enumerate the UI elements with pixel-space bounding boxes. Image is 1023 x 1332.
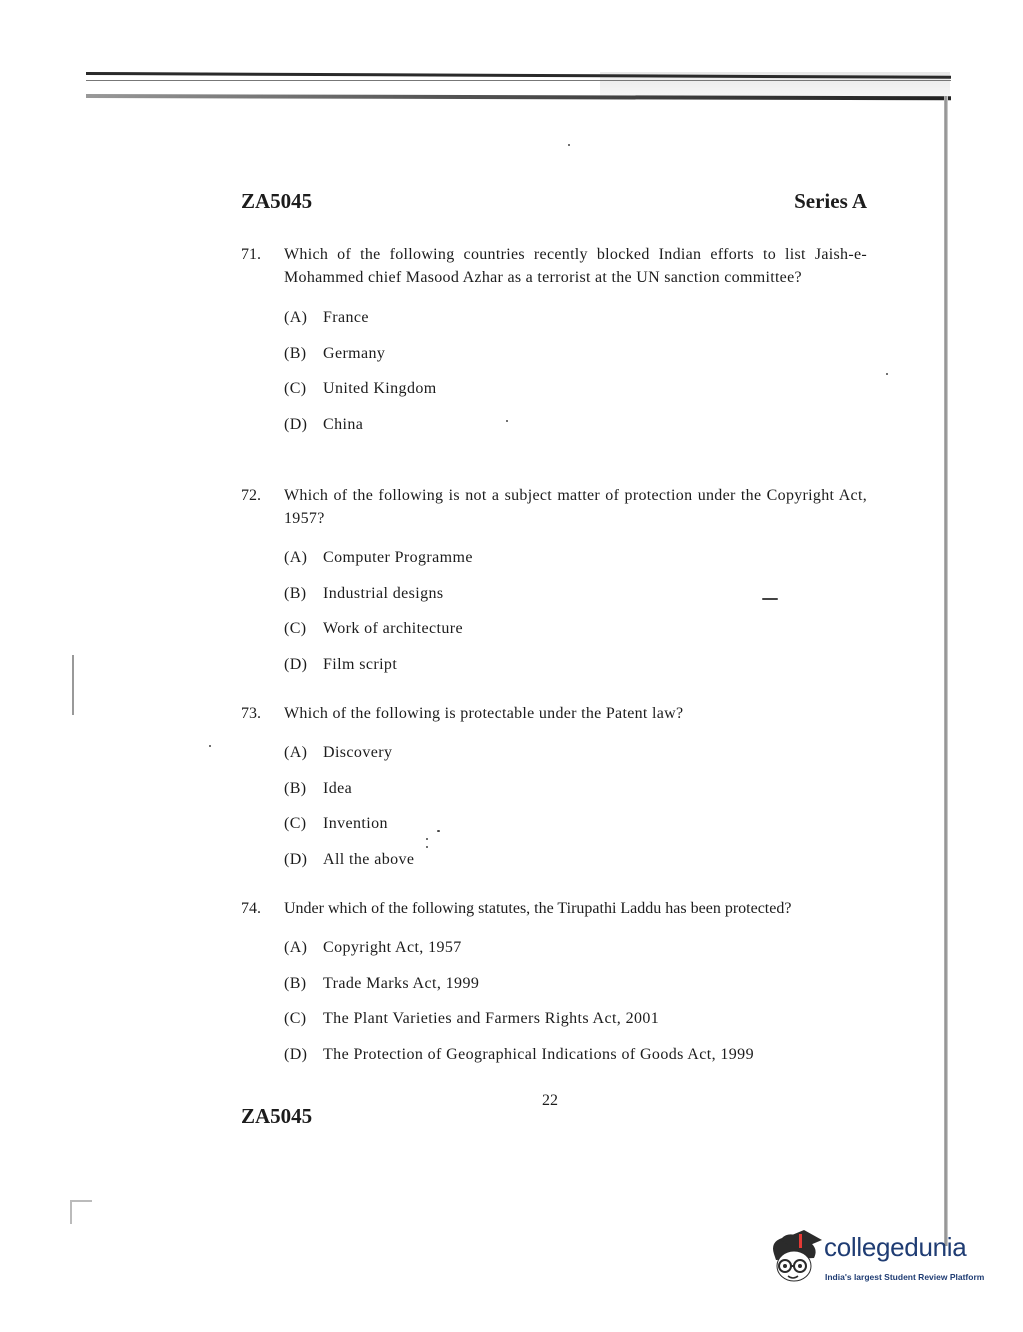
option-text: All the above: [323, 850, 415, 868]
option-letter: (A): [284, 939, 308, 956]
option-a: [284, 306, 867, 329]
series-label: Series A: [794, 189, 867, 213]
option-c: [284, 812, 867, 835]
option-text: Copyright Act, 1957: [323, 939, 462, 956]
option-text: Computer Programme: [323, 549, 473, 566]
question-71: [241, 243, 867, 448]
option-text: Work of architecture: [323, 620, 463, 638]
question-text: Which of the following countries recently blocked Indian efforts to list Jaish-e-Mohammed chief Masood Azhar as a terrorist at the UN sanction committee?: [284, 246, 867, 286]
option-text: Invention: [323, 815, 388, 833]
option-letter: (A): [284, 309, 308, 326]
option-text: Industrial designs: [323, 584, 444, 602]
question-text: Under which of the following statutes, the Tirupathi Laddu has been protected?: [284, 900, 792, 917]
question-number: 73.: [241, 705, 261, 722]
option-letter: (C): [284, 380, 307, 398]
option-a: [284, 546, 867, 569]
option-letter: (B): [284, 584, 307, 602]
option-b: [284, 777, 867, 800]
option-d: [284, 848, 867, 871]
scan-speck: [886, 373, 888, 375]
question-number: 72.: [241, 487, 261, 504]
question-72: [241, 484, 867, 688]
option-letter: (A): [284, 549, 308, 566]
option-d: [284, 653, 867, 676]
option-text: Film script: [323, 655, 398, 673]
brand-name: collegedunia: [824, 1232, 967, 1262]
option-b: [284, 582, 867, 605]
brand-tagline: India's largest Student Review Platform: [825, 1272, 985, 1282]
scan-left-mark-bottom: [70, 1200, 92, 1224]
option-text: China: [323, 415, 364, 433]
question-number: 71.: [241, 246, 261, 263]
option-list: [284, 936, 867, 1066]
question-text: Which of the following is not a subject matter of protection under the Copyright Act, 1957?: [284, 487, 867, 527]
option-a: [284, 741, 867, 764]
option-letter: (D): [284, 415, 308, 433]
option-b: [284, 342, 867, 365]
scan-top-rule-thin: [86, 80, 951, 81]
option-list: [284, 306, 867, 436]
scan-left-mark: [72, 655, 88, 715]
page-header: [241, 189, 867, 214]
option-letter: (D): [284, 1045, 308, 1063]
option-letter: (C): [284, 1010, 307, 1028]
option-list: [284, 546, 867, 676]
option-letter: (C): [284, 815, 307, 833]
option-text: Discovery: [323, 744, 393, 761]
option-text: The Plant Varieties and Farmers Rights Act, 2001: [323, 1010, 660, 1028]
option-c: [284, 377, 867, 400]
option-list: [284, 741, 867, 871]
brand-logo-block[interactable]: [766, 1226, 996, 1290]
question-number: 74.: [241, 900, 261, 917]
graduate-mascot-icon: [766, 1228, 824, 1286]
option-d: [284, 1043, 867, 1066]
option-b: [284, 972, 867, 995]
option-letter: (D): [284, 850, 308, 868]
option-a: [284, 936, 867, 959]
paper-code: ZA5045: [241, 189, 313, 213]
option-text: France: [323, 309, 369, 326]
option-letter: (A): [284, 744, 308, 761]
option-c: [284, 1007, 867, 1030]
scan-speck: [209, 745, 211, 747]
scan-top-rule-bold: [86, 94, 951, 100]
option-text: Germany: [323, 344, 386, 362]
option-letter: (B): [284, 344, 307, 362]
option-text: United Kingdom: [323, 380, 437, 398]
question-text: Which of the following is protectable under the Patent law?: [284, 705, 684, 722]
question-73: [241, 702, 867, 883]
question-74: [241, 897, 867, 1078]
option-text: The Protection of Geographical Indications of Goods Act, 1999: [323, 1045, 754, 1063]
option-letter: (B): [284, 974, 307, 992]
option-text: Idea: [323, 779, 353, 797]
option-d: [284, 413, 867, 436]
scan-right-edge: [944, 96, 948, 1246]
option-letter: (C): [284, 620, 307, 638]
option-letter: (D): [284, 655, 308, 673]
option-text: Trade Marks Act, 1999: [323, 974, 480, 992]
option-letter: (B): [284, 779, 307, 797]
footer-paper-code: ZA5045: [241, 1104, 313, 1128]
page-number: 22: [542, 1092, 558, 1109]
option-c: [284, 617, 867, 640]
scan-speck: [568, 144, 570, 146]
